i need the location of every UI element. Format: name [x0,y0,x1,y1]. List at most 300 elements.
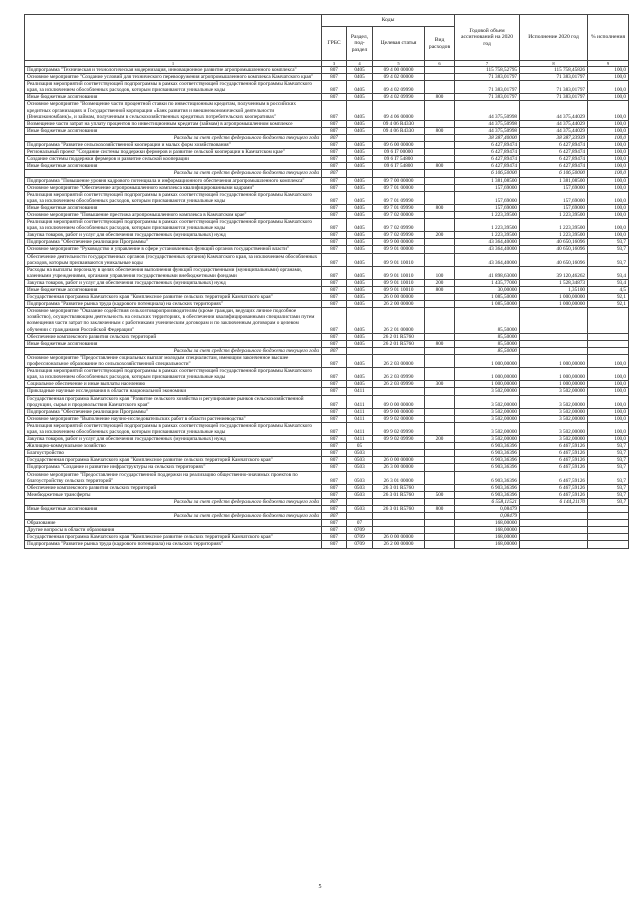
target-code: 26 2 01 R5760 [373,333,425,340]
grbs-code: 807 [322,266,347,279]
vid-code [425,211,455,218]
exec-percent: 100,0 [588,149,629,156]
plan-amount: 6 903,36396 [455,471,520,484]
razdel-code: 0503 [347,450,373,457]
target-code: 26 3 01 R5760 [373,484,425,491]
target-code [373,388,425,395]
grbs-code: 807 [322,534,347,541]
target-code: 09 9 01 00000 [373,246,425,253]
target-code: 26 2 00 00000 [373,541,425,548]
vid-code [425,408,455,415]
plan-amount: 1 000,00000 [455,368,520,381]
vid-code [425,422,455,435]
row-name: Межбюджетные трансферты [25,491,322,498]
exec-percent: 100,0 [588,184,629,191]
vid-code [425,142,455,149]
exec-percent: 100,0 [588,101,629,120]
grbs-code: 807 [322,67,347,74]
vid-code [425,253,455,266]
exec-amount: 1 000,00000 [520,301,588,308]
exec-amount: 157,69000 [520,204,588,211]
vid-code [425,101,455,120]
column-number: 1 [25,61,322,67]
razdel-code: 0405 [347,191,373,204]
plan-amount: 6 427,89474 [455,156,520,163]
exec-percent: 92,1 [588,294,629,301]
grbs-code: 807 [322,301,347,308]
table-row [25,368,629,381]
grbs-code: 807 [322,484,347,491]
grbs-code: 807 [322,347,347,354]
exec-amount: 3 502,00000 [520,415,588,422]
grbs-code: 807 [322,163,347,170]
plan-amount: 41 898,63000 [455,266,520,279]
exec-percent: 100,0 [588,232,629,239]
exec-percent: 100,0 [588,81,629,94]
razdel-code: 0405 [347,368,373,381]
plan-amount: 6 903,36396 [455,443,520,450]
exec-amount: 1 528,34873 [520,279,588,286]
row-name: Региональный проект "Создание системы поддержки фермеров и развитие сельской кооперации в Камчатском крае" [25,149,322,156]
row-name: Другие вопросы в области образования [25,527,322,534]
exec-percent: 100,0 [588,415,629,422]
razdel-code: 0405 [347,246,373,253]
target-code: 26 2 03 00000 [373,354,425,367]
grbs-code: 807 [322,506,347,513]
exec-percent: 100,0 [588,408,629,415]
plan-amount: 71 383,01797 [455,94,520,101]
exec-amount: 1 223,39500 [520,211,588,218]
budget-table [24,14,629,549]
exec-amount: 1 000,00000 [520,294,588,301]
plan-amount: 1 000,00000 [455,381,520,388]
exec-amount [520,340,588,347]
razdel-code: 0405 [347,381,373,388]
target-code: 09 0 00 00000 [373,395,425,408]
plan-amount: 43 364,40000 [455,253,520,266]
table-row [25,534,629,541]
grbs-code: 807 [322,127,347,134]
vid-code [425,74,455,81]
target-code: 26 3 01 R5760 [373,491,425,498]
razdel-code: 0405 [347,81,373,94]
vid-code [425,471,455,484]
table-row [25,142,629,149]
target-code [373,134,425,141]
row-name: Иные бюджетные ассигнования [25,506,322,513]
target-code: 09 7 02 09990 [373,232,425,239]
grbs-code: 807 [322,120,347,127]
exec-amount: 3 502,00000 [520,436,588,443]
plan-amount: 30,00000 [455,287,520,294]
target-code: 09 9 02 09990 [373,436,425,443]
row-name: Расходы за счет средств федерального бюджета текущего года [25,170,322,177]
grbs-code: 807 [322,81,347,94]
table-row [25,354,629,367]
target-code: 09 9 00 00000 [373,408,425,415]
plan-amount: 115 758,52795 [455,67,520,74]
row-name: Государственная программа Камчатского края "Комплексное развитие сельских территорий Камчатского края" [25,294,322,301]
plan-amount: 38 387,40000 [455,134,520,141]
razdel-code: 0709 [347,541,373,548]
grbs-code: 807 [322,149,347,156]
target-code: 09 9 01 10010 [373,279,425,286]
exec-amount: 6 467,59126 [520,450,588,457]
grbs-code: 807 [322,450,347,457]
grbs-code: 807 [322,134,347,141]
table-row [25,513,629,520]
row-name: Подпрограмма "Создание и развитие инфраструктуры на сельских территориях" [25,464,322,471]
plan-amount: 71 383,01797 [455,81,520,94]
plan-amount: 3 502,00000 [455,415,520,422]
exec-percent [588,506,629,513]
razdel-code: 0405 [347,142,373,149]
vid-code: 800 [425,127,455,134]
table-row [25,415,629,422]
vid-code [425,541,455,548]
exec-percent: 93,7 [588,443,629,450]
grbs-code: 807 [322,279,347,286]
table-row [25,388,629,395]
grbs-code: 807 [322,443,347,450]
row-name: Государственная программа Камчатского края "Развитие сельского хозяйства и регулирование рынков сельскохозяйственной продукции, сырья и продовольствия Камчатского края" [25,395,322,408]
vid-code: 800 [425,94,455,101]
row-name: Иные бюджетные ассигнования [25,94,322,101]
vid-code [425,120,455,127]
exec-amount: 6 427,89474 [520,156,588,163]
target-code: 09 9 01 10010 [373,266,425,279]
vid-code [425,347,455,354]
plan-amount: 6 558,11521 [455,498,520,505]
row-name: Закупка товаров, работ и услуг для обеспечения государственных (муниципальных) нужд [25,232,322,239]
vid-code [425,149,455,156]
vid-code [425,333,455,340]
grbs-code: 807 [322,457,347,464]
plan-amount: 3 502,00000 [455,422,520,435]
exec-amount: 71 383,01797 [520,94,588,101]
razdel-code [347,134,373,141]
exec-amount: 6 467,59126 [520,491,588,498]
plan-amount: 157,69000 [455,191,520,204]
target-code: 26 2 03 09990 [373,368,425,381]
exec-amount: 3 502,00000 [520,408,588,415]
plan-amount: 85,50000 [455,340,520,347]
grbs-code: 807 [322,211,347,218]
row-name: Реализация мероприятий соответствующей подпрограммы в рамках соответствующей государственной программы Камчатского края, за исключением обособленных расходов, которым присваиваются уникальные коды [25,191,322,204]
grbs-code: 807 [322,94,347,101]
row-name: Основное мероприятие "Руководство и управление в сфере установленных функций органов государственной власти" [25,246,322,253]
table-row [25,450,629,457]
table-row [25,498,629,505]
grbs-code: 807 [322,204,347,211]
razdel-code: 0503 [347,491,373,498]
target-code [373,498,425,505]
row-name: Основное мероприятие "Создание условий для технического перевооружения агропромышленного комплекса Камчатского края" [25,74,322,81]
razdel-code: 0411 [347,422,373,435]
header-exec: Исполнение 2020 год [520,15,588,61]
table-row [25,520,629,527]
exec-percent: 93,7 [588,239,629,246]
exec-amount: 1 000,00000 [520,354,588,367]
table-row [25,253,629,266]
plan-amount: 6 903,36396 [455,491,520,498]
header-plan: Годовой объем ассигнований на 2020 год [455,15,520,61]
table-row [25,294,629,301]
header-razdel: Раздел, под-раздел [347,27,373,61]
row-name: Подпрограмма "Повышение уровня кадрового потенциала и информационного обеспечения агропромышленного комплекса" [25,177,322,184]
row-name: Основное мероприятие "Выполнение научно-исследовательских работ в области растениеводства" [25,415,322,422]
vid-code: 200 [425,279,455,286]
row-name: Закупка товаров, работ и услуг для обеспечения государственных (муниципальных) нужд [25,279,322,286]
plan-amount: 0,08479 [455,513,520,520]
exec-percent: 93,4 [588,266,629,279]
vid-code [425,534,455,541]
grbs-code: 807 [322,253,347,266]
row-name: Основное мероприятие "Повышение престижа агропромышленного комплекса в Камчатском крае" [25,211,322,218]
header-vid: Вид расходов [425,27,455,61]
exec-percent: 93,7 [588,253,629,266]
razdel-code: 0411 [347,388,373,395]
razdel-code: 07 [347,520,373,527]
table-row [25,127,629,134]
razdel-code: 0503 [347,506,373,513]
exec-amount: 1 000,00000 [520,381,588,388]
razdel-code: 0411 [347,408,373,415]
plan-amount: 1 223,39500 [455,219,520,232]
row-name: Обеспечение деятельности государственных органов (государственных органов) Камчатского края, за исключением обособленных расходов, которым присваиваются уникальные коды [25,253,322,266]
table-body [25,67,629,549]
exec-amount: 1 223,39500 [520,232,588,239]
target-code: 09 9 02 09990 [373,422,425,435]
table-row [25,436,629,443]
target-code: 09 4 02 09990 [373,81,425,94]
exec-amount [520,527,588,534]
row-name: Социальное обеспечение и иные выплаты населению [25,381,322,388]
vid-code [425,67,455,74]
exec-percent [588,340,629,347]
exec-percent: 100,0 [588,156,629,163]
exec-percent [588,513,629,520]
exec-percent: 100,0 [588,134,629,141]
target-code: 09 6 I7 54800 [373,156,425,163]
razdel-code: 0405 [347,127,373,134]
plan-amount: 43 364,40000 [455,239,520,246]
target-code: 09 9 01 10010 [373,287,425,294]
exec-amount: 1 000,00000 [520,368,588,381]
vid-code [425,513,455,520]
grbs-code: 807 [322,74,347,81]
target-code: 26 2 00 00000 [373,301,425,308]
grbs-code: 807 [322,239,347,246]
razdel-code: 0405 [347,67,373,74]
vid-code [425,498,455,505]
grbs-code: 807 [322,381,347,388]
plan-amount: 1 000,00000 [455,354,520,367]
table-row [25,443,629,450]
grbs-code: 807 [322,308,347,333]
exec-percent: 100,0 [588,354,629,367]
razdel-code [347,347,373,354]
plan-amount: 1 381,08500 [455,177,520,184]
exec-amount: 40 650,16096 [520,239,588,246]
exec-amount: 1,35100 [520,287,588,294]
target-code: 26 0 00 00000 [373,294,425,301]
header-pct: % исполнения [588,15,629,61]
row-name: Государственная программа Камчатского края "Комплексное развитие сельских территорий Камчатского края" [25,534,322,541]
table-row [25,211,629,218]
exec-amount: 1 223,39500 [520,219,588,232]
plan-amount: 6 427,89474 [455,149,520,156]
table-row [25,156,629,163]
row-name: Реализация мероприятий соответствующей подпрограммы в рамках соответствующей государственной программы Камчатского края, за исключением обособленных расходов, которым присваиваются уникальные коды [25,368,322,381]
table-row [25,301,629,308]
target-code [373,527,425,534]
row-name: Подпрограмма "Развитие сельскохозяйственной кооперации и малых форм хозяйствования" [25,142,322,149]
table-row [25,74,629,81]
row-name: Реализация мероприятий соответствующей подпрограммы в рамках соответствующей государственной программы Камчатского края, за исключением обособленных расходов, которым присваиваются уникальные коды [25,81,322,94]
vid-code [425,527,455,534]
header-grbs: ГРБС [322,27,347,61]
exec-percent: 100,0 [588,177,629,184]
exec-amount: 71 383,01797 [520,81,588,94]
row-name: Расходы за счет средств федерального бюджета текущего года [25,513,322,520]
header-codes: Коды [322,15,455,27]
table-row [25,340,629,347]
razdel-code: 0405 [347,279,373,286]
razdel-code: 0405 [347,204,373,211]
grbs-code: 807 [322,219,347,232]
plan-amount: 43 364,40000 [455,246,520,253]
exec-percent: 93,7 [588,450,629,457]
razdel-code: 0405 [347,340,373,347]
vid-code: 500 [425,491,455,498]
row-name: Основное мероприятие "Возмещение части процентной ставки по инвестиционным кредитам, полученным в российских кредитных организациях и Государственной корпорации «Банк развития и внешнеэкономической деятельности (Внешэкономбанк)», и займам, полученным в сельскохозяйственных кредитных потребительских кооперативах" [25,101,322,120]
plan-amount: 44 375,50998 [455,120,520,127]
target-code: 09 7 01 09990 [373,191,425,204]
vid-code [425,484,455,491]
exec-percent: 93,7 [588,246,629,253]
row-name: Подпрограмма "Развитие рынка труда (кадрового потенциала) на сельских территориях" [25,541,322,548]
target-code: 09 4 06 00000 [373,101,425,120]
vid-code [425,520,455,527]
razdel-code: 0405 [347,120,373,127]
table-row [25,120,629,127]
row-name: Обеспечение комплексного развития сельских территорий [25,484,322,491]
column-number: 4 [347,61,373,67]
grbs-code: 807 [322,191,347,204]
row-name: Иные бюджетные ассигнования [25,287,322,294]
exec-amount: 44 375,44029 [520,127,588,134]
razdel-code: 0411 [347,395,373,408]
plan-amount: 85,50000 [455,308,520,333]
vid-code [425,308,455,333]
grbs-code: 807 [322,246,347,253]
exec-amount [520,541,588,548]
exec-percent: 100,0 [588,74,629,81]
target-code: 26 0 00 00000 [373,457,425,464]
grbs-code: 807 [322,388,347,395]
grbs-code: 807 [322,491,347,498]
grbs-code: 807 [322,513,347,520]
exec-percent: 93,7 [588,471,629,484]
grbs-code: 807 [322,395,347,408]
razdel-code: 0405 [347,266,373,279]
vid-code [425,450,455,457]
target-code: 09 6 00 00000 [373,142,425,149]
exec-amount [520,347,588,354]
plan-amount: 1 085,50000 [455,294,520,301]
vid-code [425,239,455,246]
table-row [25,94,629,101]
exec-amount: 6 427,89474 [520,149,588,156]
grbs-code: 807 [322,354,347,367]
exec-percent: 93,7 [588,498,629,505]
vid-code [425,219,455,232]
plan-amount: 3 502,00000 [455,408,520,415]
vid-code: 800 [425,287,455,294]
exec-percent: 93,7 [588,491,629,498]
razdel-code: 0405 [347,294,373,301]
exec-percent: 100,0 [588,94,629,101]
plan-amount: 157,69000 [455,184,520,191]
exec-percent: 100,0 [588,127,629,134]
table-row [25,184,629,191]
grbs-code: 807 [322,520,347,527]
table-row [25,308,629,333]
plan-amount: 1 435,77000 [455,279,520,286]
table-row [25,506,629,513]
table-row [25,67,629,74]
target-code: 09 9 01 10010 [373,253,425,266]
razdel-code [347,170,373,177]
target-code: 09 7 02 09990 [373,219,425,232]
plan-amount: 44 375,50998 [455,127,520,134]
row-name: Прикладные научные исследования в области национальной экономики [25,388,322,395]
plan-amount: 6 427,89474 [455,142,520,149]
razdel-code: 0503 [347,484,373,491]
plan-amount: 6 903,36396 [455,464,520,471]
plan-amount: 168,00000 [455,534,520,541]
razdel-code: 0405 [347,354,373,367]
grbs-code: 807 [322,184,347,191]
exec-amount: 157,69000 [520,191,588,204]
exec-percent [588,520,629,527]
exec-amount: 6 467,59126 [520,443,588,450]
grbs-code: 807 [322,294,347,301]
row-name: Создание системы поддержки фермеров и развитие сельской кооперации [25,156,322,163]
row-name: Иные бюджетные ассигнования [25,127,322,134]
target-code: 26 3 01 R5760 [373,506,425,513]
vid-code [425,294,455,301]
exec-amount [520,506,588,513]
plan-amount: 1 223,39500 [455,211,520,218]
vid-code: 800 [425,163,455,170]
vid-code: 100 [425,266,455,279]
vid-code [425,388,455,395]
table-row [25,491,629,498]
exec-percent: 100,0 [588,388,629,395]
table-row [25,541,629,548]
exec-percent [588,347,629,354]
exec-amount: 157,69000 [520,184,588,191]
exec-percent: 100,0 [588,368,629,381]
grbs-code: 807 [322,287,347,294]
target-code: 26 2 01 R5760 [373,340,425,347]
row-name: Реализация мероприятий соответствующей подпрограммы в рамках соответствующей государственной программы Камчатского края, за исключением обособленных расходов, которым присваиваются уникальные коды [25,219,322,232]
razdel-code: 0411 [347,415,373,422]
vid-code [425,443,455,450]
target-code: 09 4 00 00000 [373,67,425,74]
